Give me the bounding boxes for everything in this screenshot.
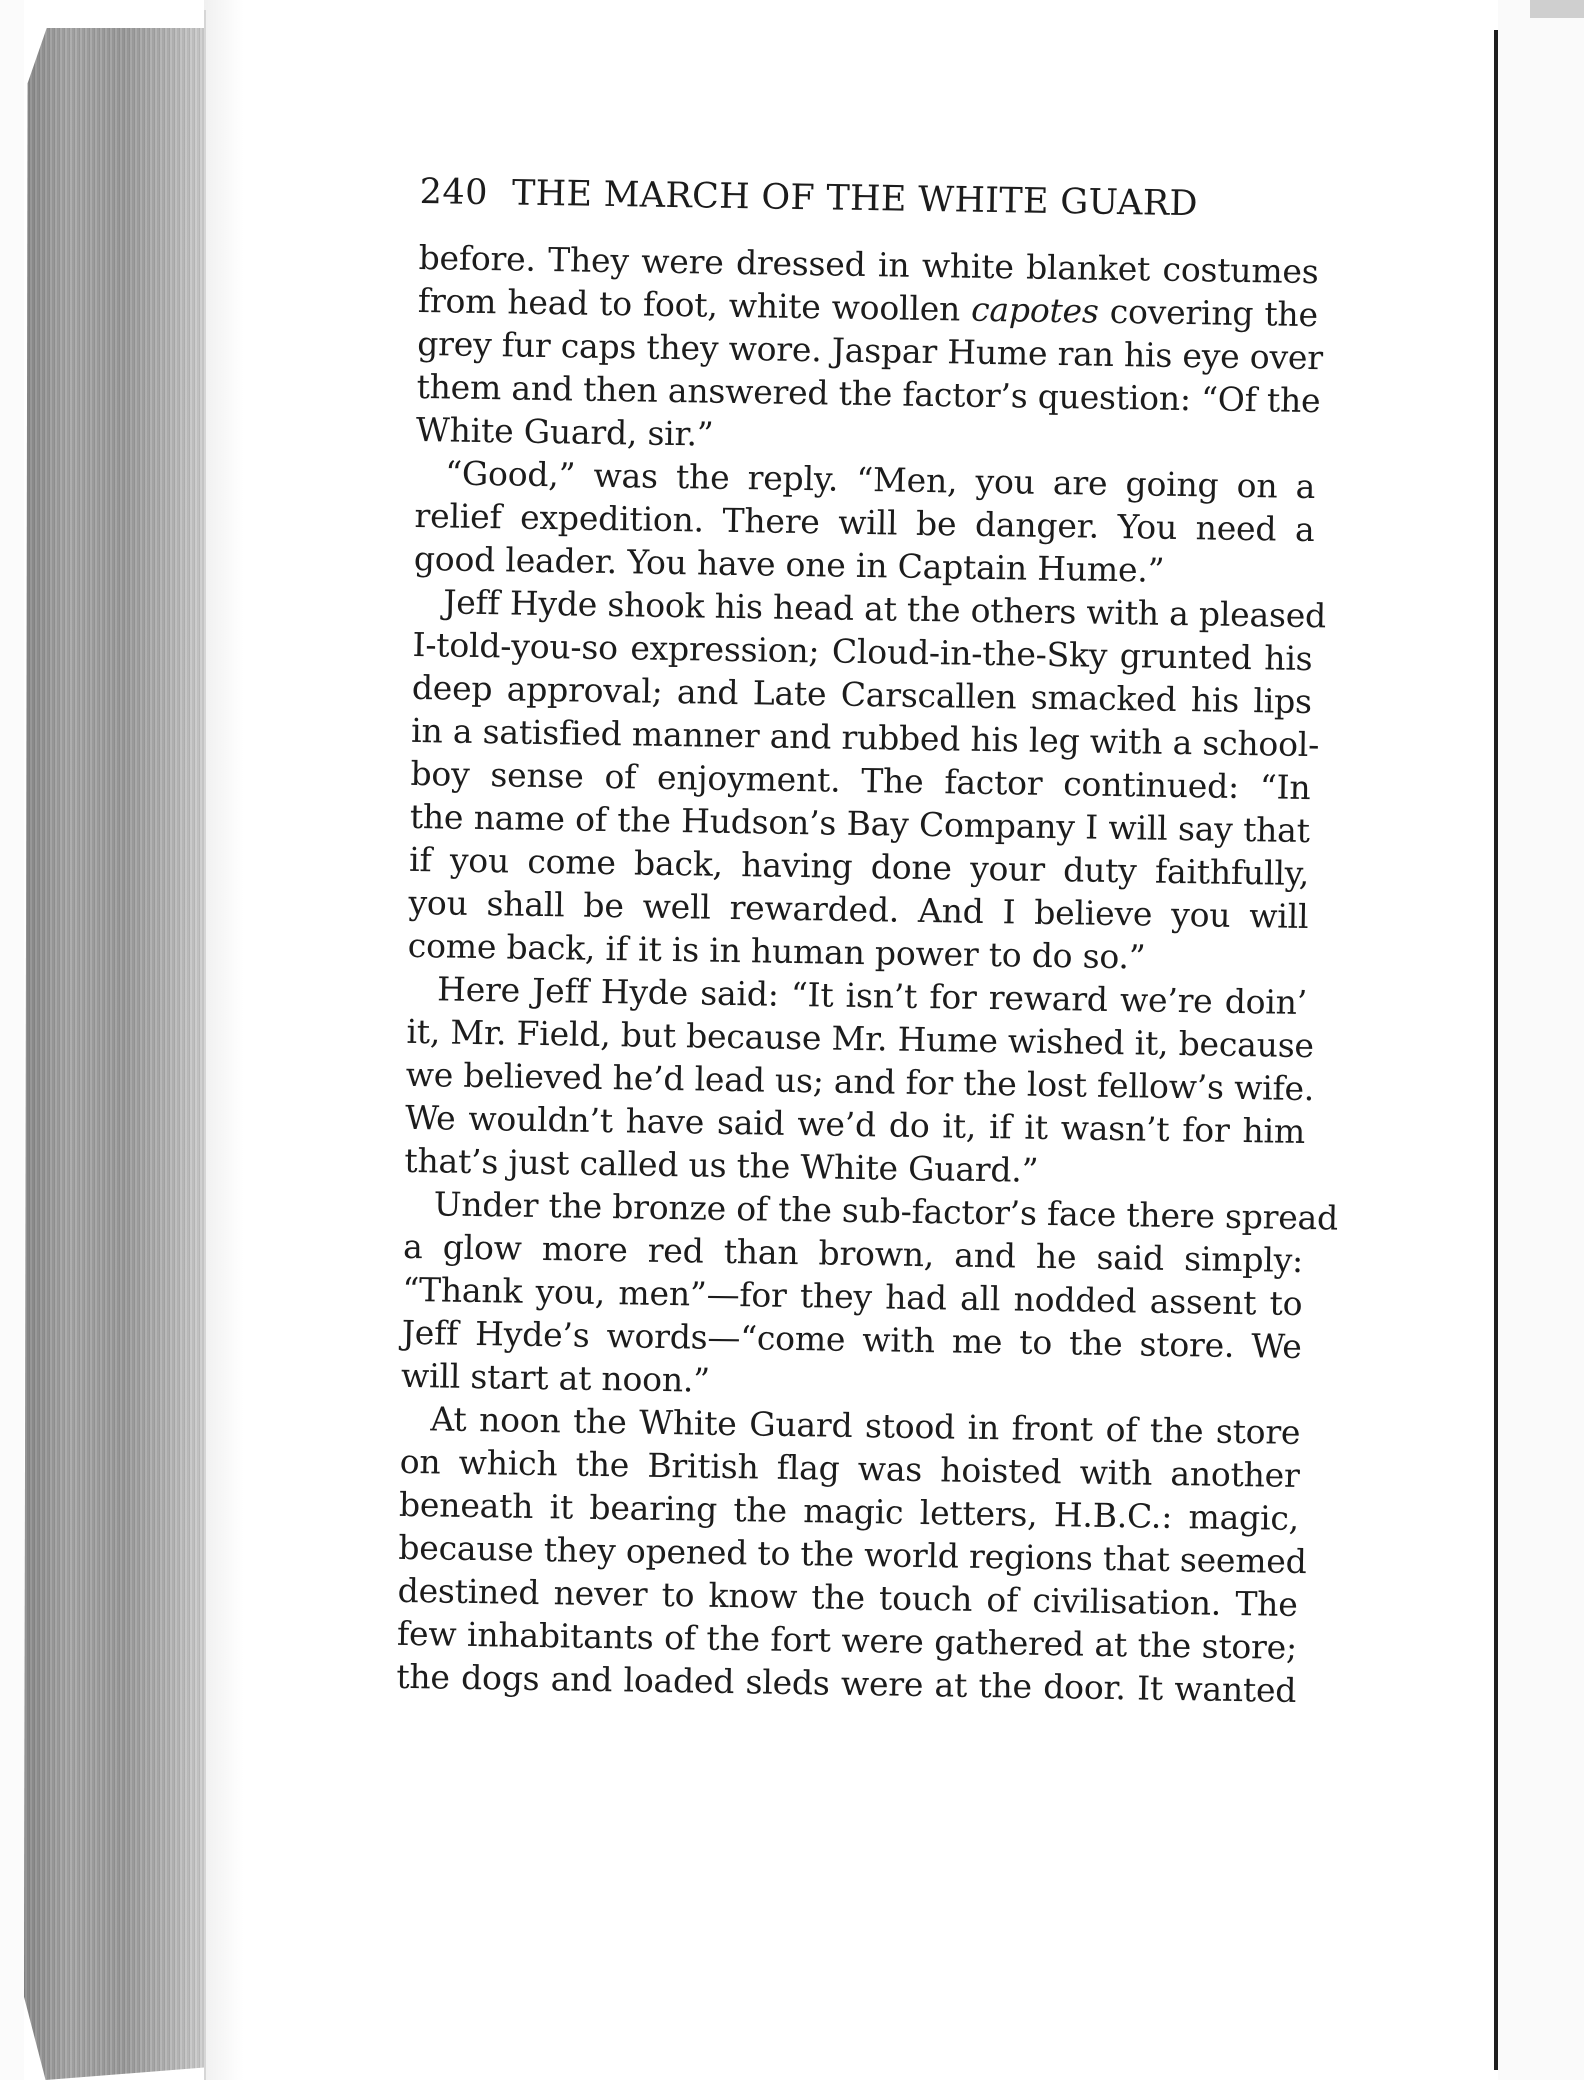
text-line: boy sense of enjoyment. The factor continued: “In bbox=[410, 753, 1311, 808]
text-line: “Good,” was the reply. “Men, you are going on a bbox=[444, 453, 1316, 507]
gutter-shadow bbox=[204, 0, 244, 2080]
text-line: At noon the White Guard stood in front of the store bbox=[430, 1399, 1301, 1452]
book-page-edges bbox=[24, 0, 204, 2080]
adjacent-page-edge bbox=[1498, 0, 1584, 2080]
text-line: We wouldn’t have said we’d do it, if it wasn’t for him bbox=[404, 1097, 1306, 1152]
text-line: it, Mr. Field, but because Mr. Hume wished it, because bbox=[406, 1011, 1315, 1066]
text-line: destined never to know the touch of civilisation. The bbox=[397, 1570, 1298, 1624]
text-line: Jeff Hyde shook his head at the others with a pleased bbox=[442, 582, 1327, 636]
text-line: we believed he’d lead us; and for the lost fellow’s wife. bbox=[405, 1054, 1315, 1109]
text-line: before. They were dressed in white blanket costumes bbox=[418, 237, 1319, 292]
text-segment: from head to foot, white woollen bbox=[417, 280, 972, 329]
scan-top-margin bbox=[24, 0, 214, 28]
text-line: the dogs and loaded sleds were at the door. It wanted bbox=[396, 1656, 1297, 1710]
text-line: Jeff Hyde’s words—“come with me to the store. We bbox=[401, 1312, 1302, 1366]
text-line: will start at noon.” bbox=[400, 1355, 711, 1400]
text-line: Under the bronze of the sub-factor’s face there spread bbox=[433, 1184, 1339, 1238]
italic-word: capotes bbox=[970, 289, 1099, 331]
text-line: relief expedition. There will be danger. You need a bbox=[414, 495, 1315, 550]
text-line: come back, if it is in human power to do so.” bbox=[407, 925, 1146, 977]
text-line: the name of the Hudson’s Bay Company I will say that bbox=[409, 796, 1311, 851]
text-line: good leader. You have one in Captain Hume.” bbox=[413, 538, 1165, 590]
page-text-block bbox=[396, 172, 1339, 1712]
text-line: Here Jeff Hyde said: “It isn’t for reward we’re doin’ bbox=[436, 969, 1308, 1023]
text-line: that’s just called us the White Guard.” bbox=[404, 1140, 1039, 1190]
text-line: them and then answered the factor’s question: “Of the bbox=[416, 366, 1321, 421]
book-title: THE MARCH OF THE WHITE GUARD bbox=[511, 173, 1199, 225]
text-line: few inhabitants of the fort were gathered at the store; bbox=[396, 1613, 1298, 1667]
scan-margin bbox=[0, 0, 24, 2080]
page-number: 240 bbox=[419, 172, 489, 214]
text-segment: covering the bbox=[1098, 291, 1319, 335]
text-line: you shall be well rewarded. And I believe you will bbox=[408, 882, 1309, 937]
text-line: on which the British flag was hoisted with another bbox=[399, 1441, 1300, 1495]
text-line: “Thank you, men”—for they had all nodded assent to bbox=[402, 1269, 1303, 1323]
text-line: I-told-you-so expression; Cloud-in-the-Sky grunted his bbox=[412, 624, 1313, 679]
scan-edge-mark bbox=[1530, 0, 1584, 18]
text-line: White Guard, sir.” bbox=[415, 409, 714, 454]
text-line: beneath it bearing the magic letters, H.B.C.: magic, bbox=[398, 1484, 1300, 1538]
text-line: if you come back, having done your duty faithfully, bbox=[408, 839, 1310, 894]
text-line: because they opened to the world regions that seemed bbox=[398, 1527, 1307, 1582]
text-line: in a satisfied manner and rubbed his leg with a school- bbox=[410, 710, 1320, 765]
text-line: grey fur caps they wore. Jaspar Hume ran his eye over bbox=[416, 323, 1324, 378]
text-line: a glow more red than brown, and he said simply: bbox=[402, 1226, 1304, 1281]
text-line: deep approval; and Late Carscallen smacked his lips bbox=[411, 667, 1313, 722]
